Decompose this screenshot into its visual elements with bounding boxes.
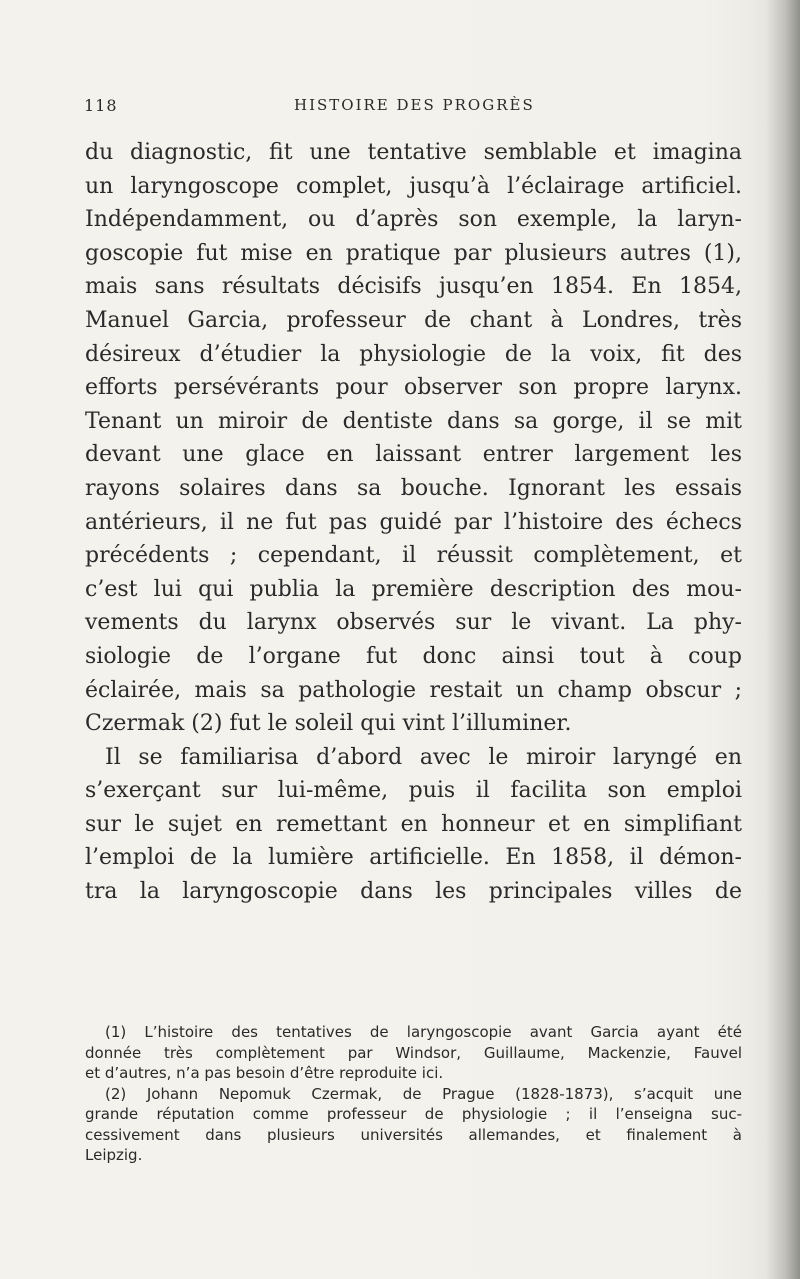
body-line: précédents ; cependant, il réussit complètement, et	[85, 543, 742, 569]
body-line: rayons solaires dans sa bouche. Ignorant les essais	[85, 475, 742, 501]
body-line: du diagnostic, fit une tentative semblable et imagina	[85, 140, 742, 165]
body-line: devant une glace en laissant entrer largement les	[85, 442, 742, 468]
footnotes	[85, 1022, 742, 1166]
body-line: Il se familiarisa d’abord avec le miroir laryngé en	[105, 744, 742, 770]
body-line: tra la laryngoscopie dans les principales villes de	[85, 879, 742, 905]
body-line: Indépendamment, ou d’après son exemple, la laryn-	[85, 207, 742, 233]
page-edge-shadow	[766, 0, 800, 1279]
footnote-line: (1) L’histoire des tentatives de laryngoscopie avant Garcia ayant été	[105, 1023, 742, 1041]
page-number: 118	[84, 96, 118, 115]
body-line: éclairée, mais sa pathologie restait un champ obscur ;	[85, 677, 742, 703]
body-line: goscopie fut mise en pratique par plusieurs autres (1),	[85, 240, 742, 266]
body-line: Manuel Garcia, professeur de chant à Londres, très	[85, 307, 742, 333]
footnote-line: donnée très complètement par Windsor, Guillaume, Mackenzie, Fauvel	[85, 1043, 742, 1062]
body-line: siologie de l’organe fut donc ainsi tout à coup	[85, 643, 742, 669]
body-line: s’exerçant sur lui-même, puis il facilita son emploi	[85, 778, 742, 804]
footnote-line: et d’autres, n’a pas besoin d’être reproduite ici.	[85, 1064, 444, 1082]
footnote-line: Leipzig.	[85, 1146, 143, 1164]
footnote-line: cessivement dans plusieurs universités allemandes, et finalement à	[85, 1125, 742, 1144]
body-line: mais sans résultats décisifs jusqu’en 1854. En 1854,	[85, 274, 742, 300]
body-line: c’est lui qui publia la première description des mou-	[85, 576, 742, 602]
body-line: Tenant un miroir de dentiste dans sa gorge, il se mit	[85, 408, 742, 434]
body-line: efforts persévérants pour observer son propre larynx.	[85, 375, 742, 401]
body-line: Czermak (2) fut le soleil qui vint l’illuminer.	[85, 711, 572, 737]
running-title: HISTOIRE DES PROGRÈS	[294, 96, 535, 114]
footnote-line: grande réputation comme professeur de physiologie ; il l’enseigna suc-	[85, 1105, 742, 1123]
body-text	[85, 136, 742, 909]
body-line: sur le sujet en remettant en honneur et en simplifiant	[85, 811, 742, 837]
body-line: antérieurs, il ne fut pas guidé par l’histoire des échecs	[85, 509, 742, 535]
body-line: vements du larynx observés sur le vivant. La phy-	[85, 610, 742, 636]
body-line: désireux d’étudier la physiologie de la voix, fit des	[85, 341, 742, 367]
page-header	[84, 96, 724, 120]
body-line: l’emploi de la lumière artificielle. En 1858, il démon-	[85, 845, 742, 871]
footnote-line: (2) Johann Nepomuk Czermak, de Prague (1828-1873), s’acquit une	[105, 1084, 742, 1103]
body-line: un laryngoscope complet, jusqu’à l’éclairage artificiel.	[85, 173, 742, 199]
